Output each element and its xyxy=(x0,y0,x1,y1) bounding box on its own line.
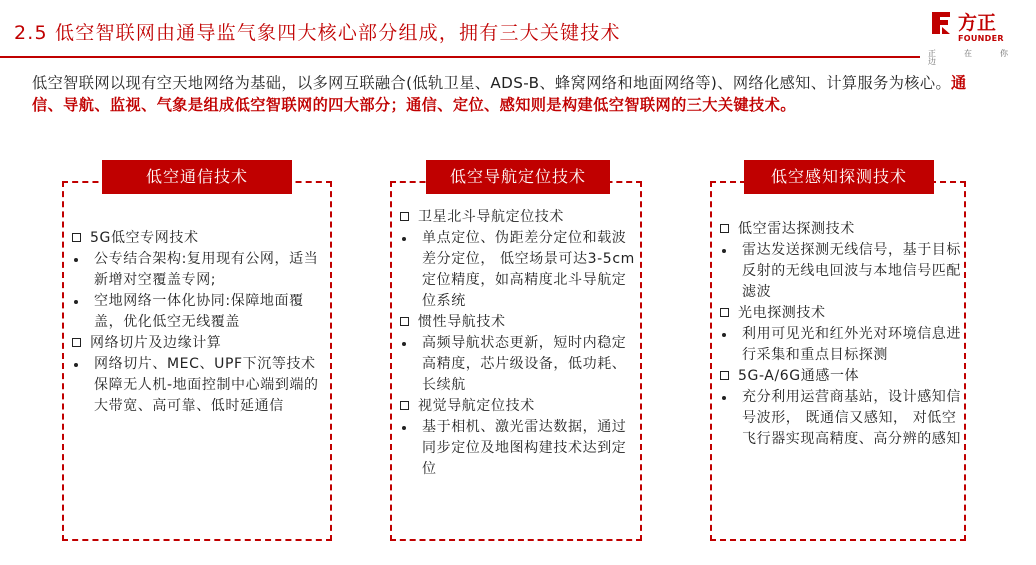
panel-sensing xyxy=(710,167,966,541)
logo-slogan-char: 正 xyxy=(928,49,936,58)
founder-logo-icon xyxy=(928,10,954,36)
intro-highlight: 通信、导航、监视、气象是组成低空智联网的四大部分；通信、定位、感知则是构建低空智联网的三大关键技术。 xyxy=(32,74,967,114)
bullet-item: 利用可见光和红外光对环境信息进行采集和重点目标探测 xyxy=(712,324,964,366)
logo-english-name: FOUNDER xyxy=(958,34,1004,43)
panel-title: 低空感知探测技术 xyxy=(744,160,934,194)
bullet-item: 基于相机、激光雷达数据，通过同步定位及地图构建技术达到定位 xyxy=(392,417,640,480)
page-header xyxy=(0,0,1008,66)
bullet-item: 公专结合架构:复用现有公网，适当新增对空覆盖专网; xyxy=(64,249,330,291)
page-title: 2.5 低空智联网由通导监气象四大核心部分组成，拥有三大关键技术 xyxy=(14,22,621,44)
founder-logo xyxy=(920,4,1008,66)
subsection-heading: 视觉导航定位技术 xyxy=(392,396,640,417)
intro-text: 低空智联网以现有空天地网络为基础，以多网互联融合(低轨卫星、ADS-B、蜂窝网络和地面网络等)、网络化感知、计算服务为核心。 xyxy=(32,74,952,92)
bullet-item: 空地网络一体化协同:保障地面覆盖，优化低空无线覆盖 xyxy=(64,291,330,333)
panel-title: 低空导航定位技术 xyxy=(426,160,610,194)
bullet-item: 网络切片、MEC、UPF下沉等技术保障无人机-地面控制中心端到端的大带宽、高可靠、低时延通信 xyxy=(64,354,330,417)
bullet-item: 高频导航状态更新，短时内稳定高精度，芯片级设备，低功耗、长续航 xyxy=(392,333,640,396)
title-underline xyxy=(0,56,920,58)
intro-paragraph xyxy=(32,72,977,116)
bullet-item: 雷达发送探测无线信号，基于目标反射的无线电回波与本地信号匹配滤波 xyxy=(712,240,964,303)
panel-navigation xyxy=(390,167,642,541)
subsection-heading: 光电探测技术 xyxy=(712,303,964,324)
bullet-item: 单点定位、伪距差分定位和载波差分定位， 低空场景可达3-5cm定位精度，如高精度北斗导航定位系统 xyxy=(392,228,640,312)
subsection-heading: 5G-A/6G通感一体 xyxy=(712,366,964,387)
logo-slogan-char: 你 xyxy=(1000,49,1008,58)
panel-items xyxy=(64,228,330,417)
panel-items xyxy=(392,207,640,480)
subsection-heading: 低空雷达探测技术 xyxy=(712,219,964,240)
subsection-heading: 5G低空专网技术 xyxy=(64,228,330,249)
subsection-heading: 卫星北斗导航定位技术 xyxy=(392,207,640,228)
bullet-item: 充分利用运营商基站，设计感知信号波形， 既通信又感知， 对低空飞行器实现高精度、高分辨的感知 xyxy=(712,387,964,450)
logo-slogan-line2 xyxy=(928,56,964,67)
panel-items xyxy=(712,219,964,450)
logo-slogan-char: 在 xyxy=(964,49,972,58)
logo-slogan-char: 边 xyxy=(928,57,936,66)
logo-chinese-name: 方正 xyxy=(958,12,997,34)
subsection-heading: 惯性导航技术 xyxy=(392,312,640,333)
panel-title: 低空通信技术 xyxy=(102,160,292,194)
panel-communication xyxy=(62,167,332,541)
subsection-heading: 网络切片及边缘计算 xyxy=(64,333,330,354)
